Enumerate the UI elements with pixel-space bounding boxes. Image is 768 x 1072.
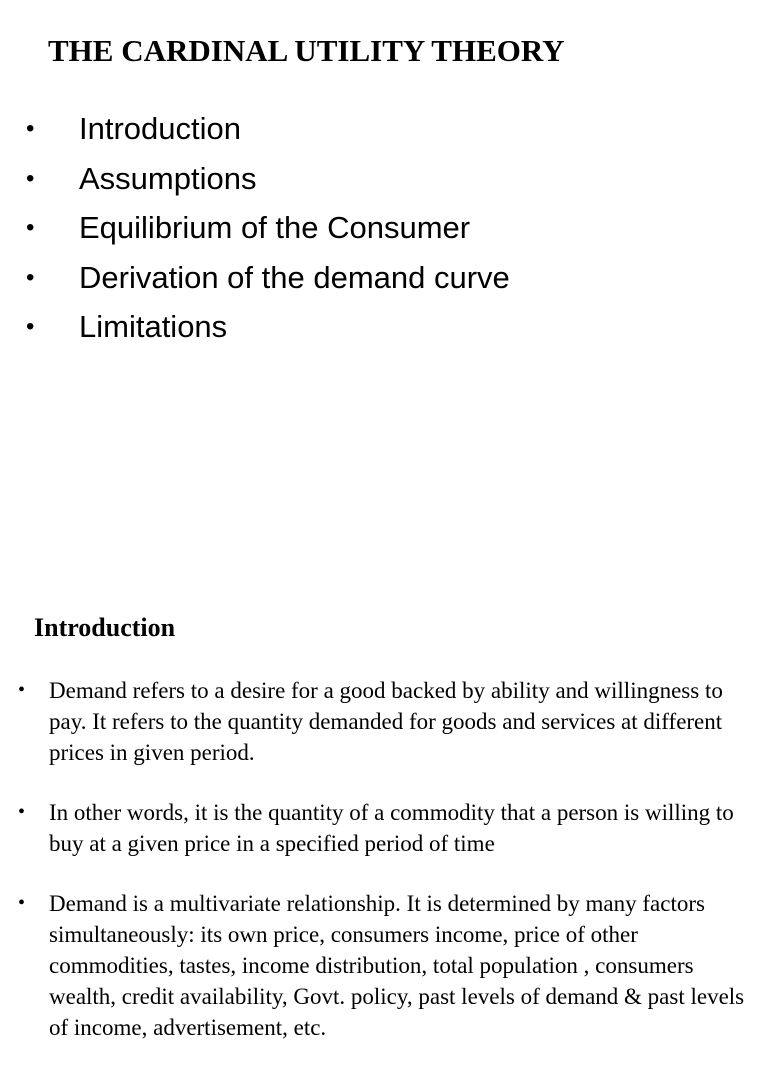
- paragraph-text: In other words, it is the quantity of a commodity that a person is willing to buy at a given price in a specified period of time: [49, 800, 734, 856]
- topic-label: Derivation of the demand curve: [79, 259, 510, 295]
- bullet-icon: •: [26, 263, 35, 291]
- paragraph-list: [0, 675, 745, 1072]
- paragraph-item: [0, 797, 734, 859]
- bullet-icon: •: [18, 801, 26, 823]
- bullet-icon: •: [26, 115, 35, 142]
- paragraph-text: Demand is a multivariate relationship. It is determined by many factors simultaneously: its own price, consumers income, price of other commodities, tastes, income distribution, total population , consumers wealth, credit availability, Govt. policy, past levels of demand & past levels of income, advertisement, etc.: [49, 891, 745, 1040]
- bullet-icon: •: [26, 164, 35, 192]
- slide-2: [0, 560, 768, 1040]
- bullet-icon: •: [18, 892, 26, 914]
- bullet-icon: •: [26, 214, 35, 241]
- paragraph-item: [0, 675, 723, 768]
- slide-title: THE CARDINAL UTILITY THEORY: [48, 33, 565, 68]
- bullet-icon: •: [18, 679, 26, 701]
- paragraph-item: [0, 888, 745, 1043]
- topic-label: Introduction: [79, 111, 241, 146]
- bullet-icon: •: [26, 313, 35, 340]
- topic-label: Limitations: [79, 309, 228, 344]
- topic-label: Equilibrium of the Consumer: [79, 210, 471, 245]
- topic-label: Assumptions: [79, 160, 257, 196]
- section-heading: Introduction: [34, 613, 176, 642]
- paragraph-text: Demand refers to a desire for a good backed by ability and willingness to pay. It refers to the quantity demanded for goods and services at different prices in given period.: [49, 678, 723, 765]
